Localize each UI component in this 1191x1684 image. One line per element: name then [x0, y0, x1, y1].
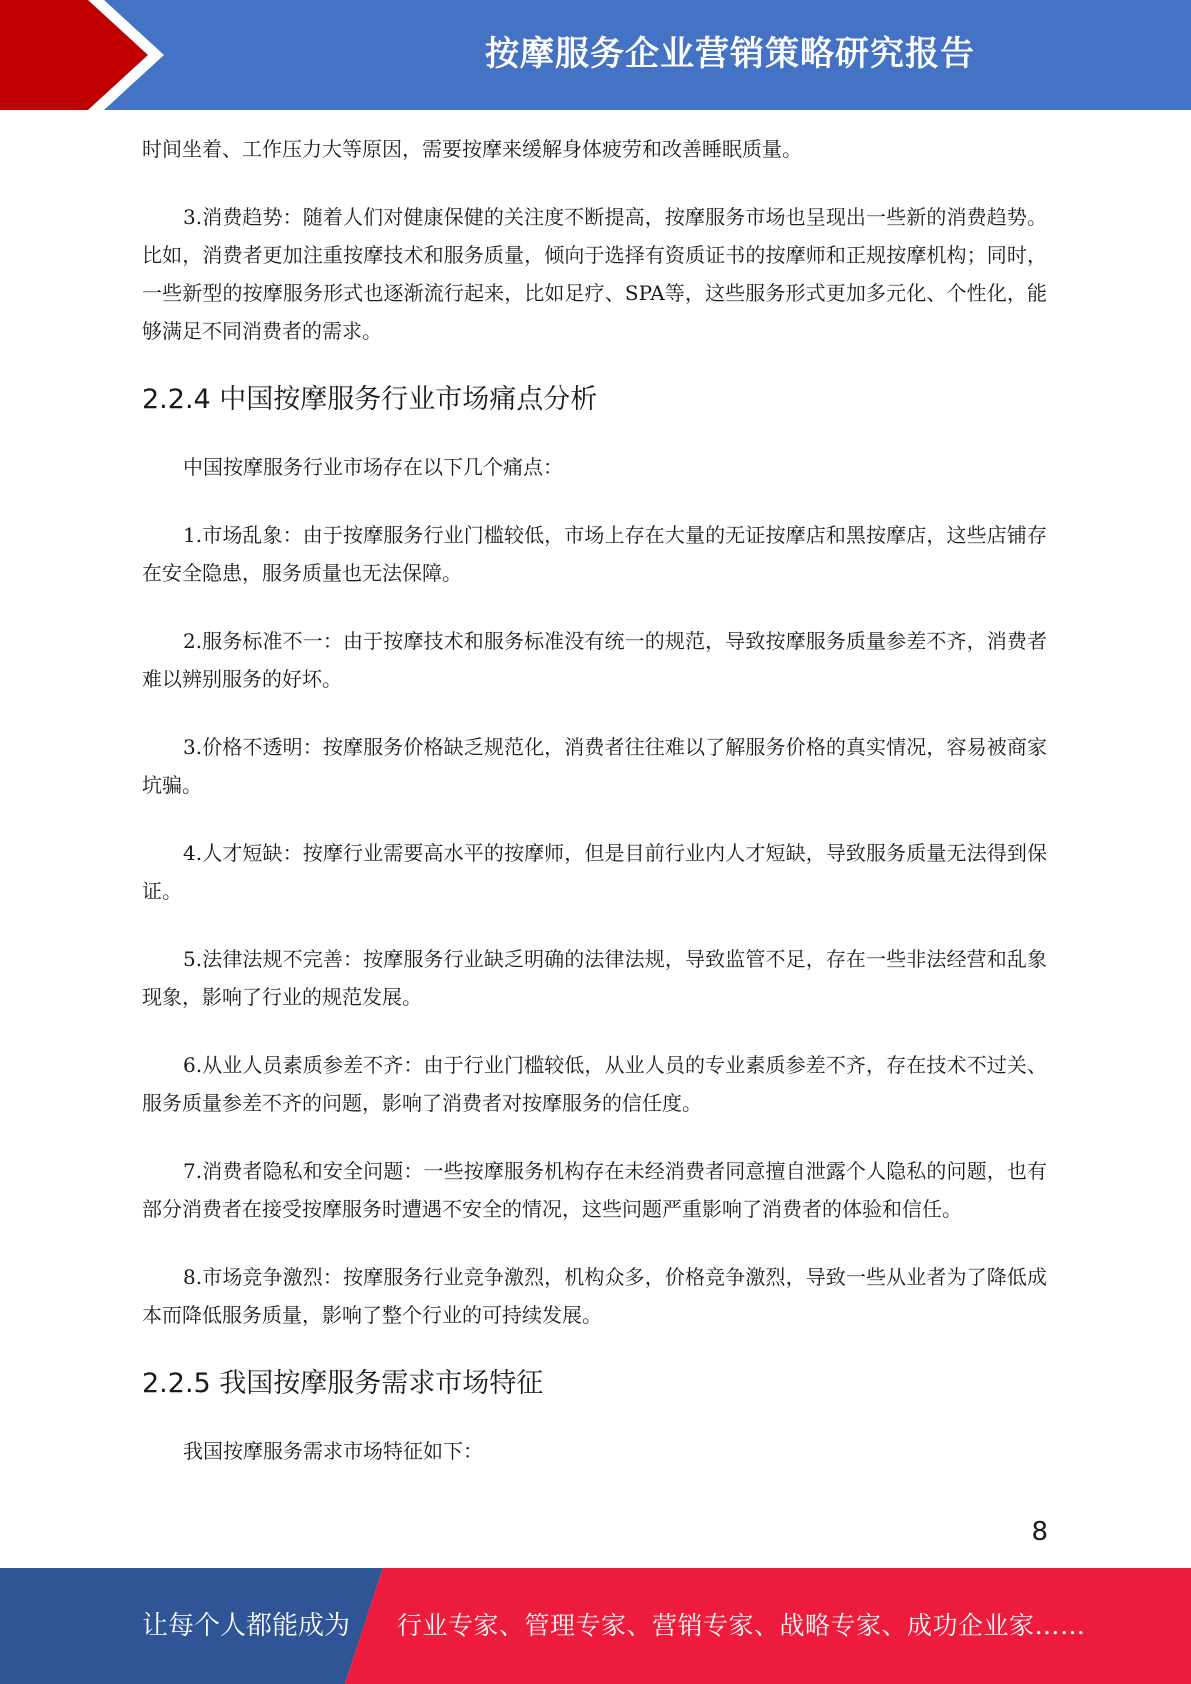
paragraph-demand-intro: 我国按摩服务需求市场特征如下： [183, 1439, 483, 1463]
pain-point-item: 4.人才短缺：按摩行业需要高水平的按摩师，但是目前行业内人才短缺，导致服务质量无法得到保证。 [142, 841, 1047, 903]
pain-point-item: 6.从业人员素质参差不齐：由于行业门槛较低，从业人员的专业素质参差不齐，存在技术不过关、服务质量参差不齐的问题，影响了消费者对按摩服务的信任度。 [142, 1053, 1047, 1115]
report-title: 按摩服务企业营销策略研究报告 [485, 34, 975, 74]
pain-point-item: 5.法律法规不完善：按摩服务行业缺乏明确的法律法规，导致监管不足，存在一些非法经营和乱象现象，影响了行业的规范发展。 [142, 947, 1047, 1009]
section-heading-2-2-5: 2.2.5 我国按摩服务需求市场特征 [142, 1368, 544, 1399]
pain-point-item: 7.消费者隐私和安全问题：一些按摩服务机构存在未经消费者同意擅自泄露个人隐私的问题，也有部分消费者在接受按摩服务时遭遇不安全的情况，这些问题严重影响了消费者的体验和信任。 [142, 1159, 1047, 1221]
pain-point-item: 3.价格不透明：按摩服务价格缺乏规范化，消费者往往难以了解服务价格的真实情况，容易被商家坑骗。 [142, 735, 1047, 797]
document-body [142, 130, 1047, 1500]
pain-point-item: 2.服务标准不一：由于按摩技术和服务标准没有统一的规范，导致按摩服务质量参差不齐，消费者难以辨别服务的好坏。 [142, 629, 1047, 691]
pain-point-item: 1.市场乱象：由于按摩服务行业门槛较低，市场上存在大量的无证按摩店和黑按摩店，这些店铺存在安全隐患，服务质量也无法保障。 [142, 523, 1047, 585]
paragraph-consumption-trend: 3.消费趋势：随着人们对健康保健的关注度不断提高，按摩服务市场也呈现出一些新的消费趋势。比如，消费者更加注重按摩技术和服务质量，倾向于选择有资质证书的按摩师和正规按摩机构；同时，一些新型的按摩服务形式也逐渐流行起来，比如足疗、SPA等，这些服务形式更加多元化、个性化，能够满足不同消费者的需求。 [142, 205, 1047, 343]
page-number: 8 [1031, 1517, 1048, 1547]
pain-point-item: 8.市场竞争激烈：按摩服务行业竞争激烈，机构众多，价格竞争激烈，导致一些从业者为了降低成本而降低服务质量，影响了整个行业的可持续发展。 [142, 1265, 1047, 1327]
page-header [0, 0, 1191, 110]
footer-slogan-left: 让每个人都能成为 [142, 1611, 351, 1641]
paragraph-continued: 时间坐着、工作压力大等原因，需要按摩来缓解身体疲劳和改善睡眠质量。 [142, 137, 802, 161]
section-heading-2-2-4: 2.2.4 中国按摩服务行业市场痛点分析 [142, 384, 598, 415]
header-red-chevron [0, 0, 148, 110]
page-footer [0, 1568, 1191, 1684]
footer-slogan-right: 行业专家、管理专家、营销专家、战略专家、成功企业家…… [397, 1611, 1086, 1640]
paragraph-pain-points-intro: 中国按摩服务行业市场存在以下几个痛点： [183, 455, 563, 479]
